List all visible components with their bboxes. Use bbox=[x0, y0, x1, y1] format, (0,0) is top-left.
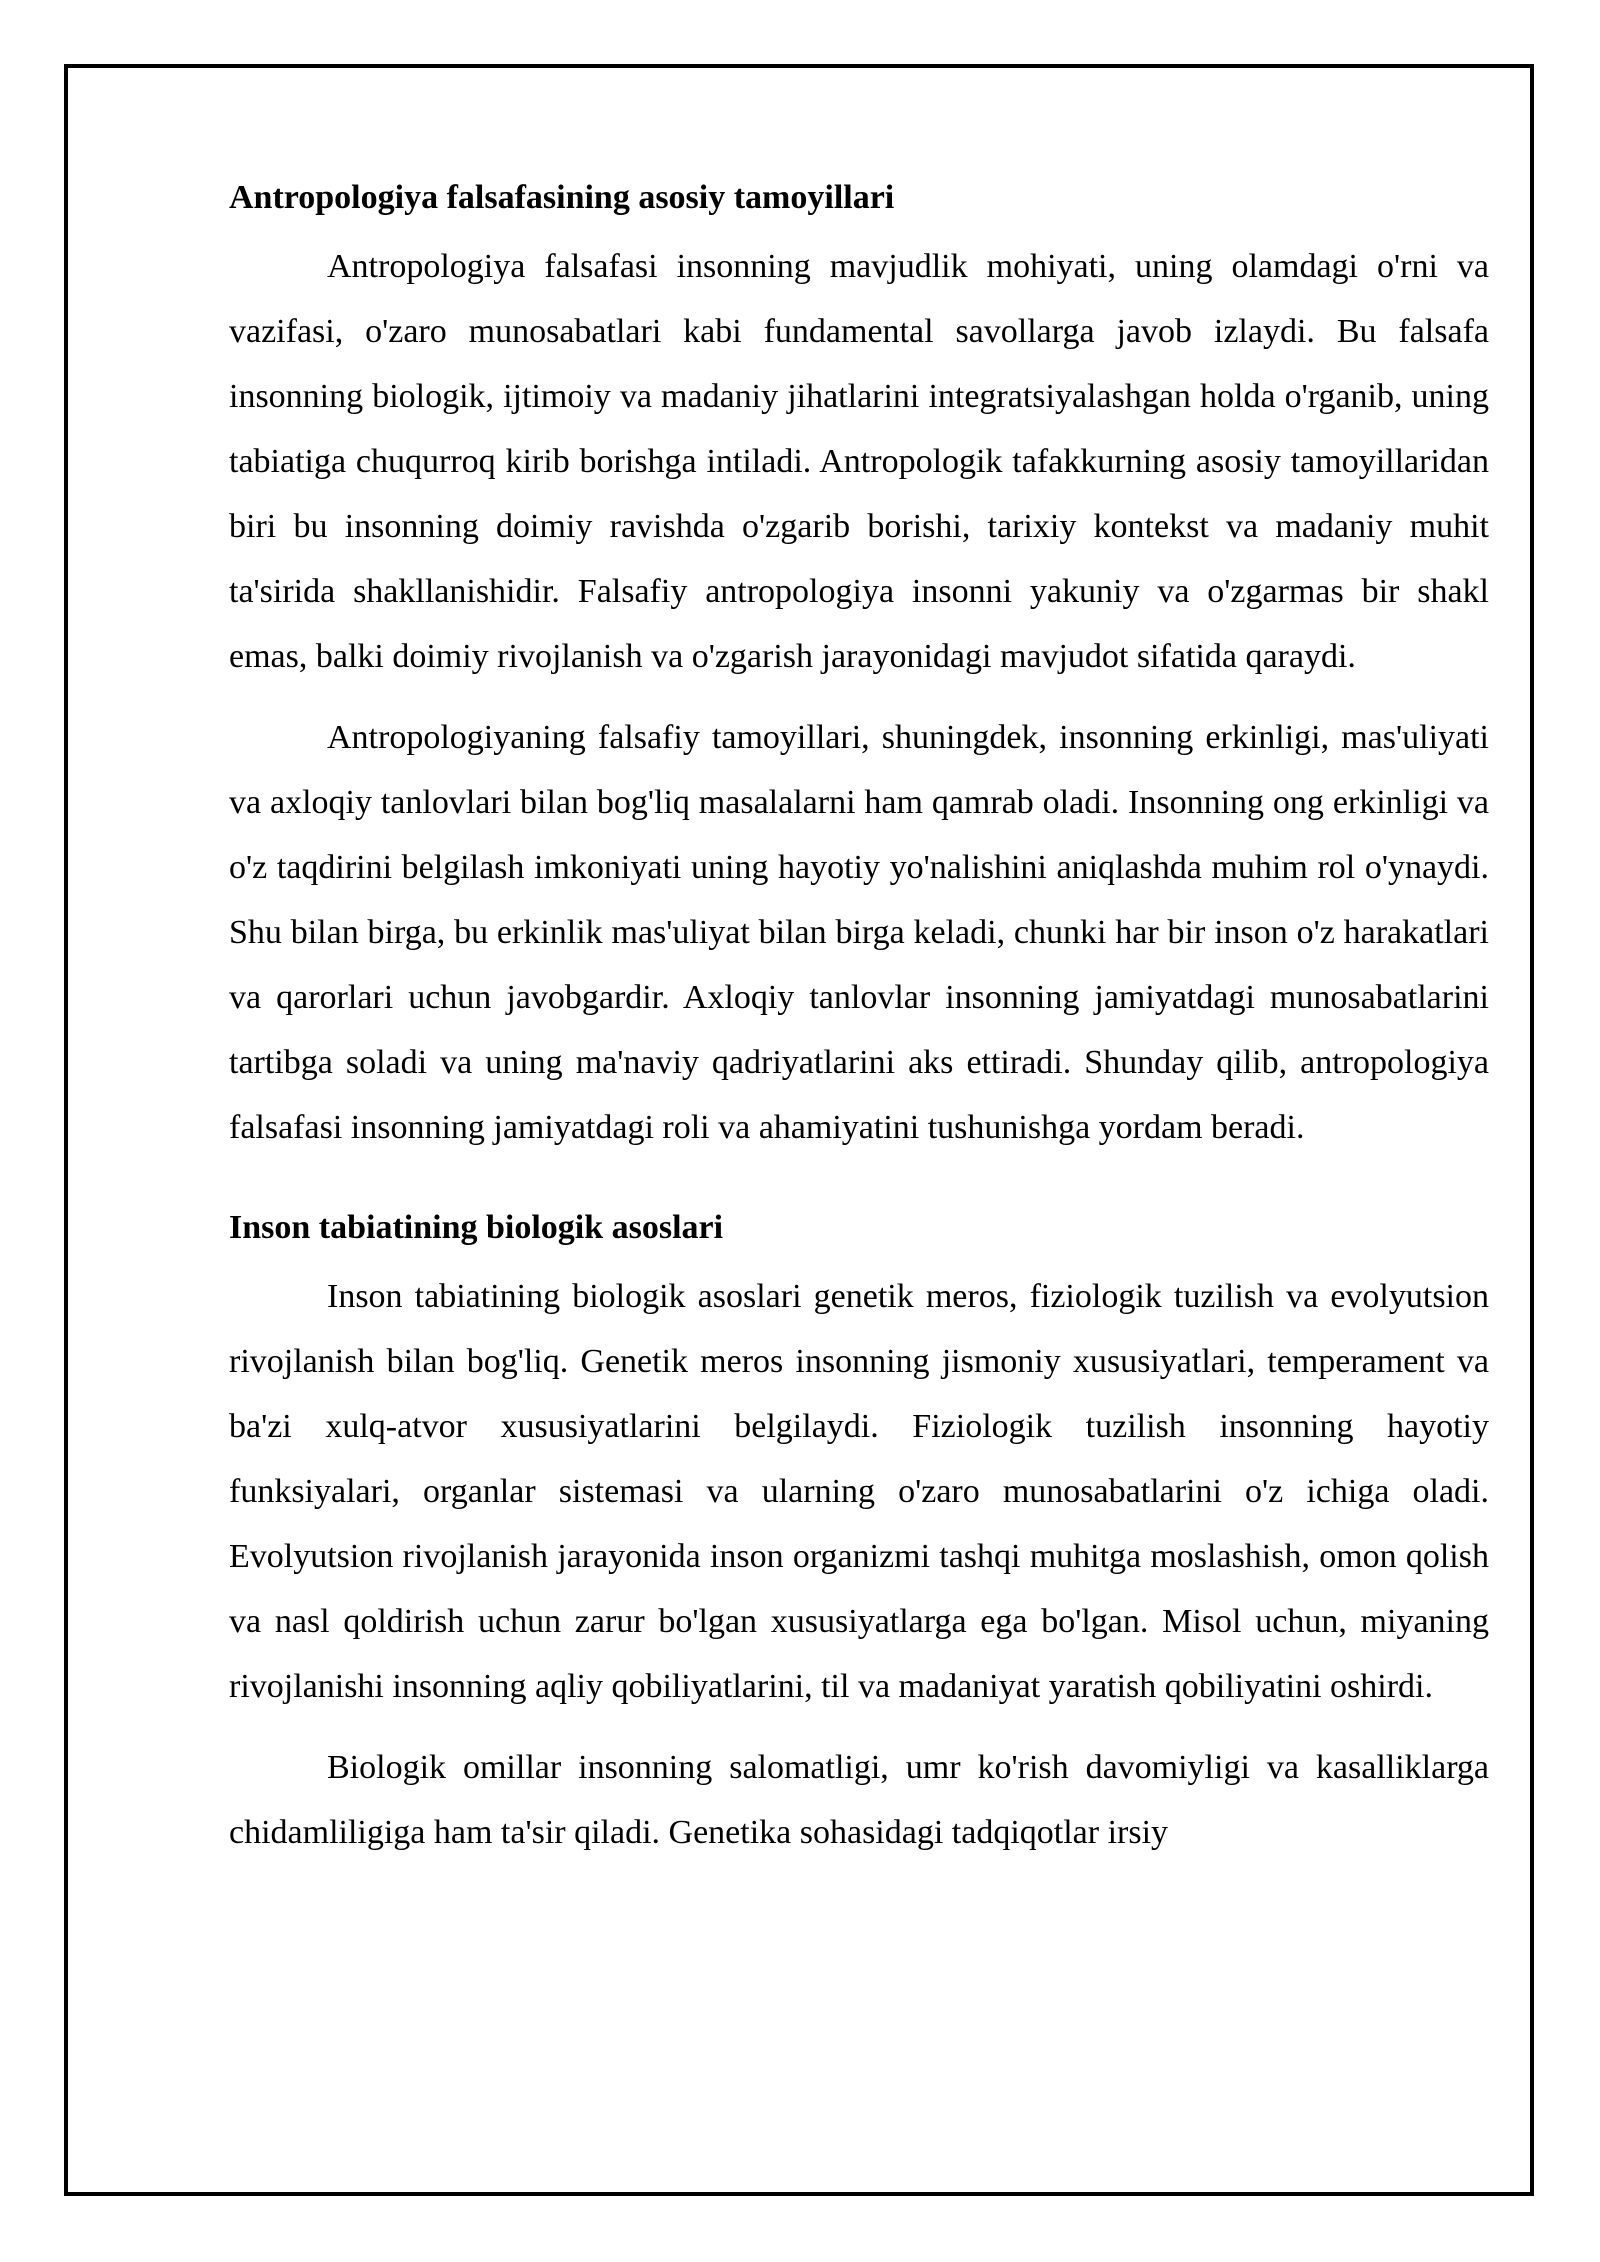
paragraph: Inson tabiatining biologik asoslari genetik meros, fiziologik tuzilish va evolyutsion rivojlanish bilan bog'liq. Genetik meros insonning jismoniy xususiyatlari, temperament va ba'zi xulq-atvor xususiyatlarini belgilaydi. Fiziologik tuzilish insonning hayotiy funksiyalari, organlar sistemasi va ularning o'zaro munosabatlarini o'z ichiga oladi. Evolyutsion rivojlanish jarayonida inson organizmi tashqi muhitga moslashish, omon qolish va nasl qoldirish uchun zarur bo'lgan xususiyatlarga ega bo'lgan. Misol uchun, miyaning rivojlanishi insonning aqliy qobiliyatlarini, til va madaniyat yaratish qobiliyatini oshirdi. bbox=[229, 1278, 1489, 1705]
section-heading: Inson tabiatining biologik asoslari bbox=[229, 1209, 724, 1246]
paragraph: Antropologiya falsafasi insonning mavjudlik mohiyati, uning olamdagi o'rni va vazifasi, o'zaro munosabatlari kabi fundamental savollarga javob izlaydi. Bu falsafa insonning biologik, ijtimoiy va madaniy jihatlarini integratsiyalashgan holda o'rganib, uning tabiatiga chuqurroq kirib borishga intiladi. Antropologik tafakkurning asosiy tamoyillaridan biri bu insonning doimiy ravishda o'zgarib borishi, tarixiy kontekst va madaniy muhit ta'sirida shakllanishidir. Falsafiy antropologiya insonni yakuniy va o'zgarmas bir shakl emas, balki doimiy rivojlanish va o'zgarish jarayonidagi mavjudot sifatida qaraydi. bbox=[229, 248, 1489, 675]
paragraph: Antropologiyaning falsafiy tamoyillari, shuningdek, insonning erkinligi, mas'uliyati va axloqiy tanlovlari bilan bog'liq masalalarni ham qamrab oladi. Insonning ong erkinligi va o'z taqdirini belgilash imkoniyati uning hayotiy yo'nalishini aniqlashda muhim rol o'ynaydi. Shu bilan birga, bu erkinlik mas'uliyat bilan birga keladi, chunki har bir inson o'z harakatlari va qarorlari uchun javobgardir. Axloqiy tanlovlar insonning jamiyatdagi munosabatlarini tartibga soladi va uning ma'naviy qadriyatlarini aks ettiradi. Shunday qilib, antropologiya falsafasi insonning jamiyatdagi roli va ahamiyatini tushunishga yordam beradi. bbox=[229, 719, 1489, 1146]
section-heading: Antropologiya falsafasining asosiy tamoyillari bbox=[229, 179, 895, 216]
document-body bbox=[229, 170, 1489, 1881]
paragraph: Biologik omillar insonning salomatligi, umr ko'rish davomiyligi va kasalliklarga chidamliligiga ham ta'sir qiladi. Genetika sohasidagi tadqiqotlar irsiy bbox=[229, 1749, 1489, 1851]
